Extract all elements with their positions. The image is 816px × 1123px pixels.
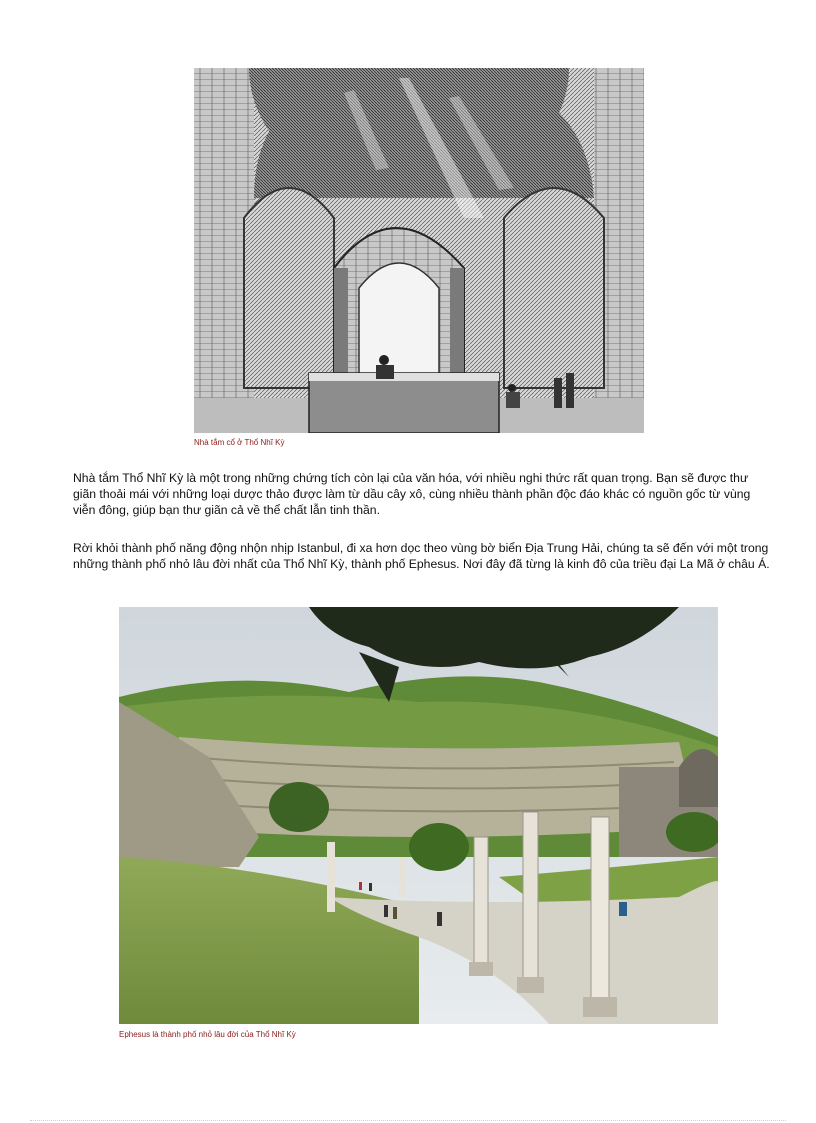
paragraph: Rời khỏi thành phố năng động nhộn nhịp Istanbul, đi xa hơn dọc theo vùng bờ biển Địa Trung Hải, chúng ta sẽ đến với một trong những thành phố nhỏ lâu đời nhất của Thổ Nhĩ Kỳ, thành phố Ephesus. Nơi đây đã từng là kinh đô của triều đại La Mã ở châu Á.	[73, 541, 770, 571]
paragraph: Nhà tắm Thổ Nhĩ Kỳ là một trong những chứng tích còn lại của văn hóa, với nhiều nghi thức rất quan trọng. Bạn sẽ được thư giãn thoải mái với những loại dược thảo được làm từ dầu cây xô, cùng nhiều thành phần độc đáo khác có nguồn gốc từ vùng viễn đông, giúp bạn thư giãn cả về thể chất lẫn tinh thần.	[73, 471, 751, 517]
page-divider	[30, 1120, 786, 1121]
figure-caption: Nhà tắm cổ ở Thổ Nhĩ Kỳ	[194, 438, 285, 447]
turkish-bath-image	[194, 68, 644, 433]
ephesus-image	[119, 607, 718, 1024]
figure-caption: Ephesus là thành phố nhỏ lâu đời của Thổ Nhĩ Kỳ	[119, 1030, 296, 1039]
